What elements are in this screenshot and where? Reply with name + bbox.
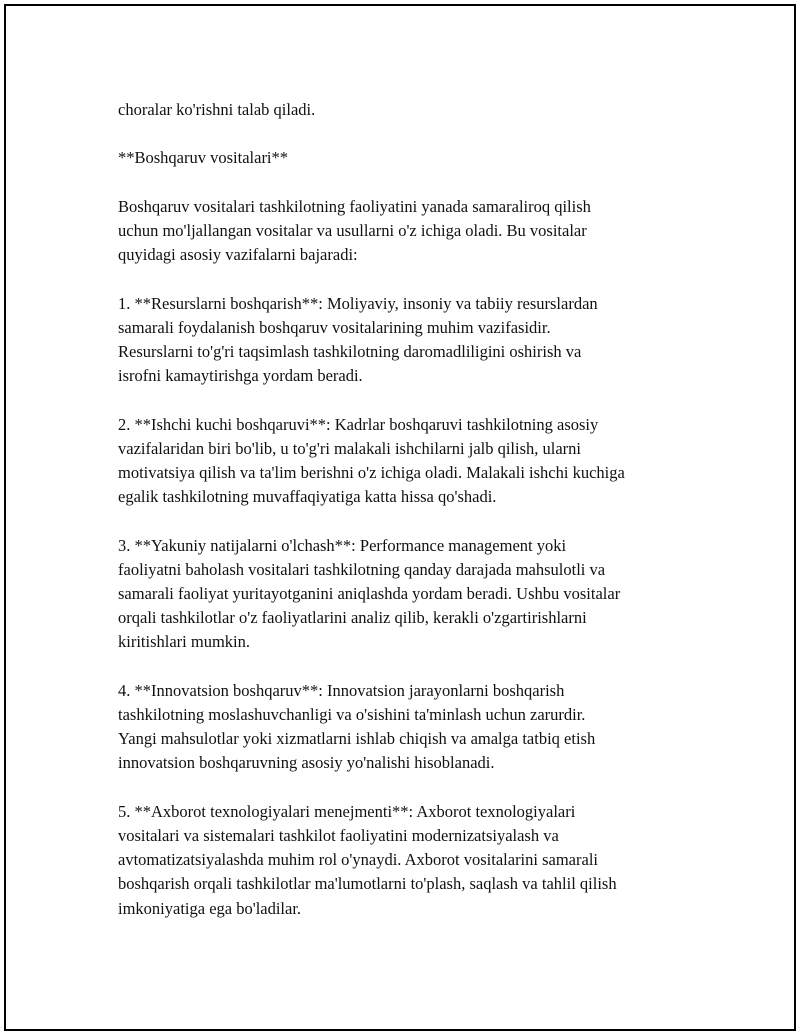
page-content xyxy=(118,98,698,921)
document-page xyxy=(4,4,796,1031)
list-item-5: 5. **Axborot texnologiyalari menejmenti**: Axborot texnologiyalari vositalari va sistemalari tashkilot faoliyatini modernizatsiyalash va avtomatizatsiyalashda muhim rol o'ynaydi. Axborot vositalarini samarali boshqarish orqali tashkilotlar ma'lumotlarni to'plash, saqlash va tahlil qilish imkoniyatiga ega bo'ladilar. xyxy=(118,801,617,918)
intro-paragraph: Boshqaruv vositalari tashkilotning faoliyatini yanada samaraliroq qilish uchun mo'ljallangan vositalar va usullarni o'z ichiga oladi. Bu vositalar quyidagi asosiy vazifalarni bajaradi: xyxy=(118,196,591,265)
list-item-1: 1. **Resurslarni boshqarish**: Moliyaviy, insoniy va tabiiy resurslardan samarali foydalanish boshqaruv vositalarining muhim vazifasidir. Resurslarni to'g'ri taqsimlash tashkilotning daromadliligini oshirish va isrofni kamaytirishga yordam beradi. xyxy=(118,293,598,386)
list-item-4: 4. **Innovatsion boshqaruv**: Innovatsion jarayonlarni boshqarish tashkilotning moslashuvchanligi va o'sishini ta'minlash uchun zarurdir. Yangi mahsulotlar yoki xizmatlarni ishlab chiqish va amalga tatbiq etish innovatsion boshqaruvning asosiy yo'nalishi hisoblanadi. xyxy=(118,680,596,773)
list-item-2: 2. **Ishchi kuchi boshqaruvi**: Kadrlar boshqaruvi tashkilotning asosiy vazifalaridan biri bo'lib, u to'g'ri malakali ishchilarni jalb qilish, ularni motivatsiya qilish va ta'lim berishni o'z ichiga oladi. Malakali ishchi kuchiga egalik tashkilotning muvaffaqiyatiga katta hissa qo'shadi. xyxy=(118,414,625,507)
section-heading: **Boshqaruv vositalari** xyxy=(118,148,289,168)
list-item-3: 3. **Yakuniy natijalarni o'lchash**: Performance management yoki faoliyatni baholash vositalari tashkilotning qanday darajada mahsulotli va samarali faoliyat yuritayotganini aniqlashda yordam beradi. Ushbu vositalar orqali tashkilotlar o'z faoliyatlarini analiz qilib, kerakli o'zgartirishlarni kiritishlari mumkin. xyxy=(118,535,621,652)
continuation-paragraph: choralar ko'rishni talab qiladi. xyxy=(118,100,316,119)
